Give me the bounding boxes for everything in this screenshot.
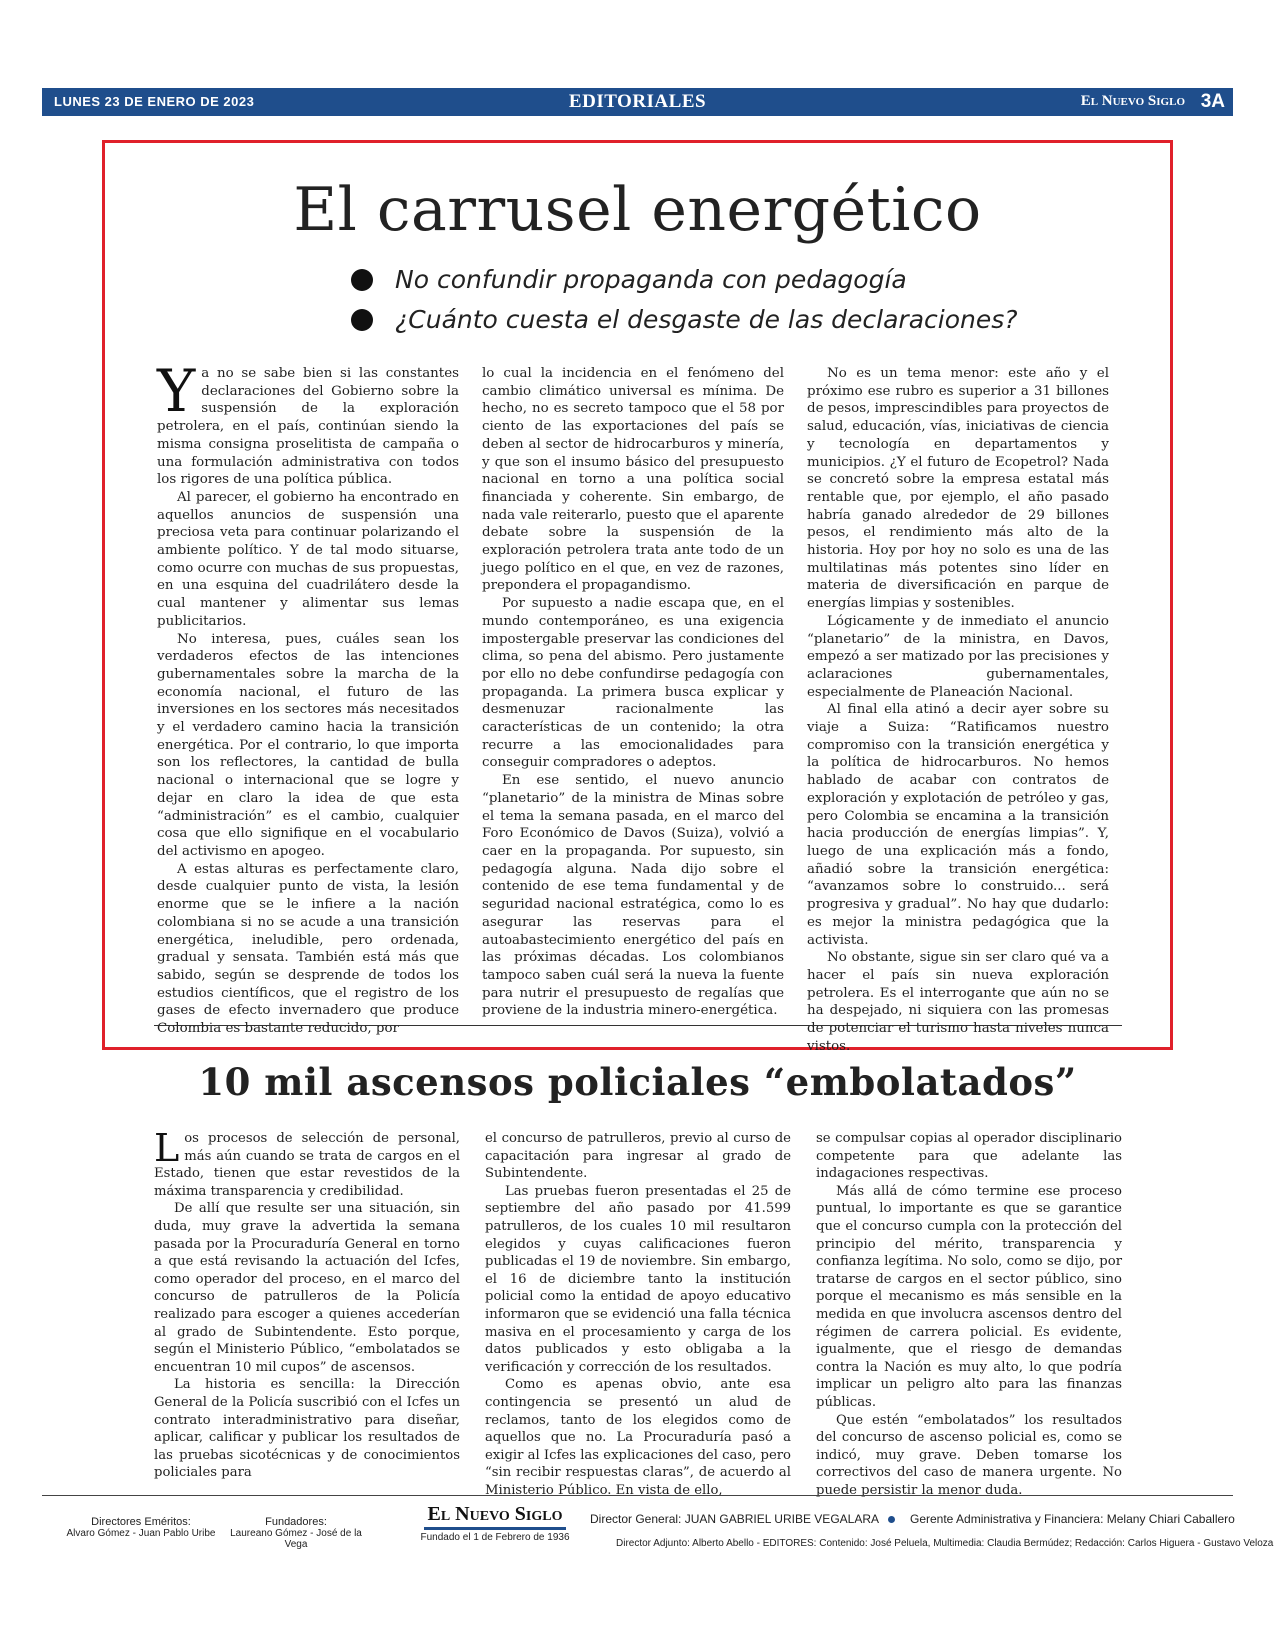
paragraph: No obstante, sigue sin ser claro qué va a hacer el país sin nueva exploración petrolera. Es el interrogante que aún no se ha despejado, ni siquiera con las promesas de potenciar el turismo hasta niveles nunca vistos. (807, 950, 1109, 1054)
page-header-bar (42, 88, 1233, 116)
directores-emeritos (66, 1516, 216, 1539)
gerente-label: Gerente Administrativa y Financiera: (910, 1512, 1104, 1526)
paragraph: Por supuesto a nadie escapa que, en el mundo contemporáneo, es una exigencia impostergable preservar las condiciones del clima, so pena del abismo. Pero justamente por ello no debe confundirse pedagogía con propaganda. La primera busca explicar y desmenuzar racionalmente las características de un contenido; la otra recurre a las emocionalidades para conseguir compradores o adeptos. (482, 596, 784, 771)
editorial-1-subhead-2 (351, 305, 1018, 334)
footer-logo (420, 1503, 570, 1543)
editorial-1-subhead-1 (351, 265, 907, 294)
editorial-2-column-1 (154, 1126, 460, 1499)
newspaper-brand: El Nuevo Siglo (1080, 93, 1185, 109)
paragraph: Que estén “embolatados” los resultados del concurso de ascenso policial es, como se indicó, muy grave. Deben tomarse los correctivos del caso de manera urgente. No puede persistir la menor duda. (816, 1412, 1122, 1498)
paragraph: A estas alturas es perfectamente claro, desde cualquier punto de vista, la lesión enorme que se le infiere a la nación colombiana si no se acude a una transición energética, ineludible, pero ordenada, gradual y sensata. También está más que sabido, según se desprende de todos los estudios científicos, que el registro de los gases de efecto invernadero que produce Colombia es bastante reducido, por (157, 861, 459, 1037)
editorial-2-column-2 (485, 1130, 791, 1499)
paragraph: Ya no se sabe bien si las constantes declaraciones del Gobierno sobre la suspensión de la exploración petrolera, en el país, continúan siendo la misma consigna proselitista de campaña o una formulación administrativa con todos los rigores de una política pública. (157, 357, 459, 488)
bullet-dot-icon (351, 269, 373, 291)
newspaper-logo: El Nuevo Siglo (427, 1503, 563, 1525)
logo-underline (424, 1527, 566, 1530)
paragraph: Al parecer, el gobierno ha encontrado en aquellos anuncios de suspensión una preciosa veta para continuar polarizando el ambiente político. Y de tal modo situarse, como ocurre con muchas de sus propuestas, en una esquina del cuadrilátero desde la cual mantener y alimentar sus lemas publicitarios. (157, 489, 459, 629)
drop-cap: Y (157, 357, 196, 425)
fundadores-label: Fundadores: (265, 1516, 327, 1528)
paragraph: lo cual la incidencia en el fenómeno del cambio climático universal es mínima. De hecho, no es secreto tampoco que el 58 por ciento de las exportaciones del país se deben al sector de hidrocarburos y minería, y que son el insumo básico del presupuesto nacional en torno a una política social financiada y coherente. Sin embargo, de nada vale reiterarlo, puesto que el aparente debate sobre la suspensión de la exploración petrolera trata ante todo de un juego político en el que, en vez de razones, prepondera el propagandismo. (482, 366, 784, 594)
page-number: 3A (1200, 91, 1225, 112)
editorial-1-column-1 (157, 357, 459, 1037)
footer-divider (42, 1495, 1233, 1496)
subhead-text: ¿Cuánto cuesta el desgaste de las declaraciones? (395, 305, 1018, 334)
paragraph: Más allá de cómo termine ese proceso puntual, lo importante es que se garantice que el concurso cumpla con la protección del principio del mérito, transparencia y confianza legítima. No solo, como se dijo, por tratarse de cargos en el sector público, sino porque el mecanismo es más sensible en la medida en que involucra ascensos dentro del régimen de carrera policial. Es evidente, igualmente, que el riesgo de demandas contra la Nación es muy alto, lo que podría implicar un peligro alto para las finanzas públicas. (816, 1183, 1122, 1410)
paragraph: Lógicamente y de inmediato el anuncio “planetario” de la ministra, en Davos, empezó a ser matizado por las precisiones y aclaraciones gubernamentales, especialmente de Planeación Nacional. (807, 613, 1109, 700)
editorial-2-title: 10 mil ascensos policiales “embolatados” (198, 1060, 1077, 1104)
editorial-1-column-3 (807, 365, 1109, 1054)
directores-label: Directores Eméritos: (91, 1516, 191, 1528)
founded-date: Fundado el 1 de Febrero de 1936 (420, 1532, 570, 1543)
paragraph: No es un tema menor: este año y el próximo ese rubro es superior a 31 billones de pesos, imprescindibles para proyectos de salud, educación, vías, iniciativas de ciencia y tecnología en departamentos y municipios. ¿Y el futuro de Ecopetrol? Nada se concretó sobre la empresa estatal más rentable que, por ejemplo, el año pasado habría ganado alrededor de 29 billones pesos, el rendimiento más alto de la historia. Hoy por hoy no solo es una de las multilatinas más potentes sino líder en materia de diversificación en parque de energías limpias y sostenibles. (807, 366, 1109, 612)
issue-date: LUNES 23 DE ENERO DE 2023 (54, 94, 255, 109)
editorial-1-body (157, 357, 1117, 1054)
paragraph: Los procesos de selección de personal, más aún cuando se trata de cargos en el Estado, tienen que estar revestidos de la máxima transparencia y credibilidad. (154, 1126, 460, 1199)
fundadores-names: Laureano Gómez - José de la Vega (230, 1528, 362, 1550)
paragraph: La historia es sencilla: la Dirección General de la Policía suscribió con el Icfes un contrato interadministrativo para diseñar, aplicar, calificar y publicar los resultados de las pruebas sicotécnicas y de conocimientos policiales para (154, 1377, 460, 1481)
editores-credits: Director Adjunto: Alberto Abello - EDITORES: Contenido: José Peluela, Multimedia: Claudia Bermúdez; Redacción: Carlos Higuera - Gustavo Veloza (616, 1538, 1274, 1549)
drop-cap: L (154, 1126, 180, 1170)
separator-dot-icon (888, 1516, 895, 1523)
paragraph: De allí que resulte ser una situación, sin duda, muy grave la advertida la semana pasada por la Procuraduría General en torno a que está revisando la actuación del Icfes, como operador del proceso, en el marco del concurso de patrulleros de la Policía realizado para escoger a quienes accederían al grado de Subintendente. Esto porque, según el Ministerio Público, “embolatados se encuentran 10 mil cupos” de ascensos. (154, 1201, 460, 1375)
director-name: JUAN GABRIEL URIBE VEGALARA (684, 1512, 879, 1526)
section-divider (154, 1025, 1122, 1026)
paragraph: Las pruebas fueron presentadas el 25 de septiembre del año pasado por 41.599 patrulleros, de los cuales 10 mil resultaron elegidos y cuyas calificaciones fueron publicadas el 19 de noviembre. Sin embargo, el 16 de diciembre tanto la institución policial como la entidad de apoyo educativo informaron que se evidenció una falla técnica masiva en el procesamiento y carga de los datos publicados y esto obligaba a la verificación y corrección de los resultados. (485, 1183, 791, 1375)
editorial-1-column-2 (482, 365, 784, 1019)
subhead-text: No confundir propaganda con pedagogía (395, 265, 907, 294)
editorial-2-body (154, 1126, 1122, 1499)
director-label: Director General: (590, 1512, 682, 1526)
editorial-carrusel-energetico (102, 140, 1173, 1054)
paragraph: el concurso de patrulleros, previo al curso de capacitación para ingresar al grado de Subintendente. (485, 1131, 791, 1182)
editorial-2-column-3 (816, 1130, 1122, 1499)
bullet-dot-icon (351, 309, 373, 331)
gerente (910, 1512, 1235, 1526)
paragraph: En ese sentido, el nuevo anuncio “planetario” de la ministra de Minas sobre el tema la semana pasada, en el marco del Foro Económico de Davos (Suiza), volvió a caer en la propaganda. Por supuesto, sin pedagogía alguna. Nada dijo sobre el contenido de ese tema fundamental y de seguridad nacional estratégica, como lo es asegurar las reservas para el autoabastecimiento energético del país en las próximas décadas. Los colombianos tampoco saben cuál será la nueva la fuente para nutrir el presupuesto de regalías que proviene de la industria minero-energética. (482, 773, 784, 1019)
paragraph: No interesa, pues, cuáles sean los verdaderos efectos de las intenciones gubernamentales sobre la marcha de la economía nacional, el futuro de las inversiones en los sectores más necesitados y el verdadero camino hacia la transición energética. Por el contrario, lo que importa son los reflectores, la cantidad de bulla nacional o internacional que se logre y dejar en claro la idea de que esta “administración” es el cambio, cualquier cosa que ello signifique en el vocabulario del activismo en apogeo. (157, 631, 459, 859)
editorial-1-title: El carrusel energético (293, 175, 982, 245)
directores-names: Alvaro Gómez - Juan Pablo Uribe (66, 1528, 216, 1539)
paragraph: Como es apenas obvio, ante esa contingencia se presentó un alud de reclamos, tanto de los elegidos como de aquellos que no. La Procuraduría pasó a exigir al Icfes las explicaciones del caso, pero “sin recibir respuestas claras”, de acuerdo al Ministerio Público. En vista de ello, (485, 1377, 791, 1498)
paragraph: se compulsar copias al operador disciplinario competente para que adelante las indagaciones respectivas. (816, 1131, 1122, 1182)
section-name: EDITORIALES (568, 91, 707, 112)
director-general (590, 1512, 879, 1526)
gerente-name: Melany Chiari Caballero (1106, 1512, 1235, 1526)
fundadores (226, 1516, 366, 1550)
paragraph: Al final ella atinó a decir ayer sobre su viaje a Suiza: “Ratificamos nuestro compromiso con la transición energética y la política de hidrocarburos. No hemos hablado de acabar con contratos de exploración y explotación de petróleo y gas, pero Colombia se encamina a la transición hacia producción de energías limpias”. Y, luego de una explicación más a fondo, añadió sobre la transición energética: “avanzamos sobre lo construido... será progresiva y gradual”. No hay que dudarlo: es mejor la ministra pedagógica que la activista. (807, 702, 1109, 948)
